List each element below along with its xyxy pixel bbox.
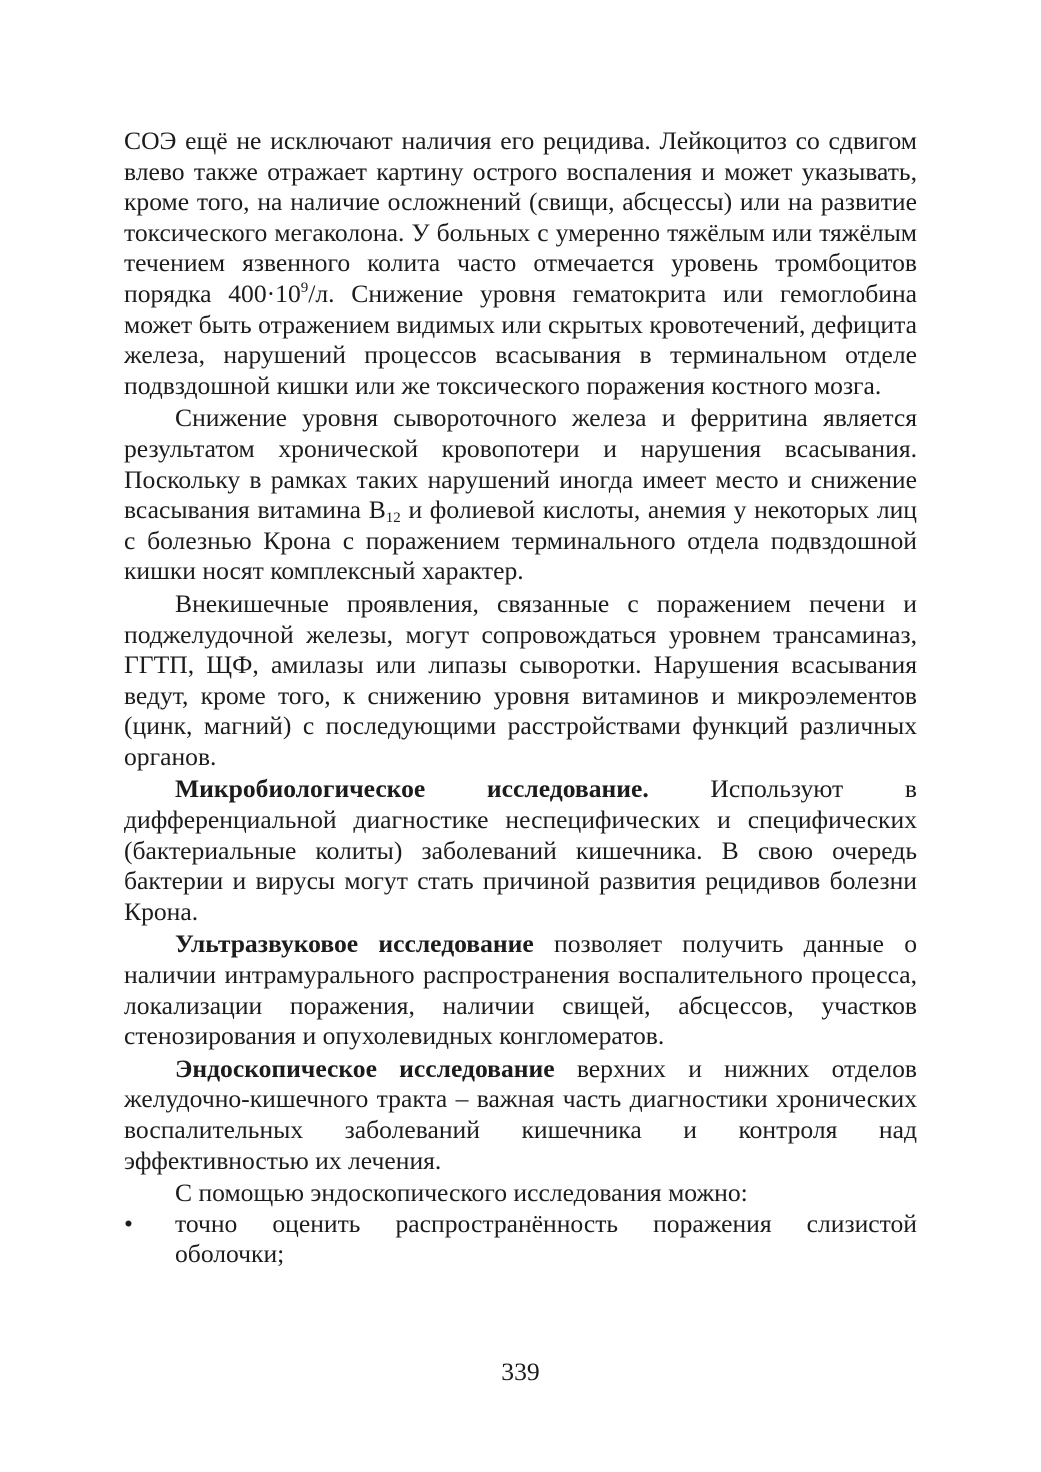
- paragraph-text: Внекишечные проявления, связанные с поражением печени и поджелудочной железы, могут сопровождаться уровнем трансаминаз, ГГТП, ЩФ, амилазы или липазы сыворотки. Нарушения всасывания ведут, кроме того, к снижению уровня витаминов и микроэлементов (цинк, магний) с последующими расстройствами функций различных органов.: [124, 588, 917, 771]
- paragraph-text: Используют в дифференциальной диагностике неспецифических и специфических (бактериальные колиты) заболеваний кишечника. В свою очередь бактерии и вирусы могут стать причиной развития рецидивов болезни Крона.: [124, 774, 917, 926]
- list-item: [124, 1209, 917, 1270]
- paragraph-endoscopy: [124, 1054, 917, 1176]
- bold-term: Эндоскопическое исследование: [175, 1053, 555, 1083]
- paragraph-iron-deficiency: [124, 403, 917, 587]
- paragraph-list-intro: [124, 1178, 917, 1209]
- paragraph-microbiology: [124, 774, 917, 927]
- paragraph-ultrasound: [124, 929, 917, 1051]
- subscript-vitamin-index: 12: [385, 510, 401, 527]
- bold-term: Ультразвуковое исследование: [175, 929, 534, 959]
- paragraph-text-continued: и фолиевой кислоты, анемия у некоторых лиц с болезнью Крона с поражением терминального отдела подвздошной кишки носят комплексный характер.: [124, 495, 918, 586]
- paragraph-text: позволяет получить данные о наличии интрамурального распространения воспалительного процесса, локализации поражения, наличии свищей, абсцессов, участков стенозирования и опухолевидных конгломератов.: [124, 929, 918, 1051]
- paragraph-text: Снижение уровня сывороточного железа и ферритина является результатом хронической кровопотери и нарушения всасывания. Поскольку в рамках таких нарушений иногда имеет место и снижение всасывания витамина B: [124, 403, 917, 525]
- paragraph-text: СОЭ ещё не исключают наличия его рецидива. Лейкоцитоз со сдвигом влево также отражает картину острого воспаления и может указывать, кроме того, на наличие осложнений (свищи, абсцессы) или на развитие токсического мегаколона. У больных с умеренно тяжёлым или тяжёлым течением язвенного колита часто отмечается уровень тромбоцитов порядка 400·10: [124, 126, 917, 308]
- page-number: 339: [501, 1357, 540, 1386]
- bullet-icon: •: [124, 1208, 133, 1238]
- superscript-exponent: 9: [300, 279, 309, 296]
- bold-term: Микробиологическое исследование.: [175, 774, 649, 804]
- paragraph-lab-findings: [124, 126, 917, 401]
- list-item-text: точно оценить распространённость поражения слизистой оболочки;: [175, 1208, 917, 1269]
- paragraph-text-continued: /л. Снижение уровня гематокрита или гемоглобина может быть отражением видимых или скрытых кровотечений, дефицита железа, нарушений процессов всасывания в терминальном отделе подвздошной кишки или же токсического поражения костного мозга.: [124, 278, 917, 400]
- document-body: [124, 126, 917, 1270]
- paragraph-text: верхних и нижних отделов желудочно-кишечного тракта – важная часть диагностики хронических воспалительных заболеваний кишечника и контроля над эффективностью их лечения.: [124, 1053, 918, 1175]
- paragraph-extraintestinal: [124, 589, 917, 773]
- paragraph-text: С помощью эндоскопического исследования можно:: [175, 1178, 748, 1208]
